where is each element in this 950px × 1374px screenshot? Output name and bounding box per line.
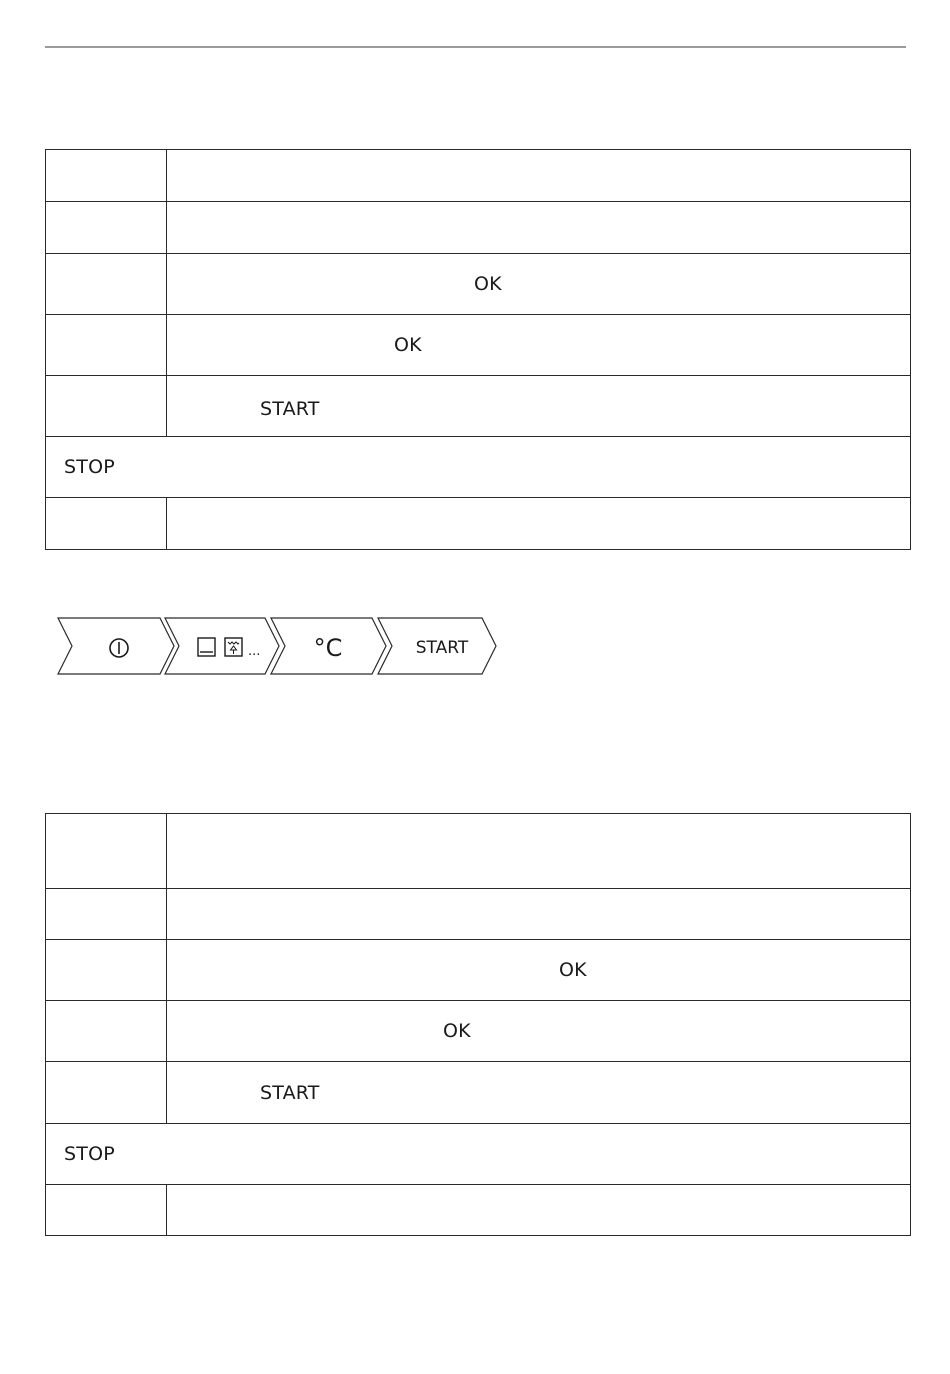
- table-row: [46, 150, 911, 202]
- step-cell: [46, 889, 167, 940]
- instruction-cell: [167, 1001, 911, 1062]
- instruction-cell: [167, 254, 911, 315]
- power-icon: [110, 639, 128, 657]
- ok-key-label: OK: [443, 1020, 471, 1042]
- instruction-cell: [167, 376, 911, 437]
- temperature-label: °C: [313, 634, 343, 662]
- instruction-cell: [167, 940, 911, 1001]
- step-cell: [46, 814, 167, 889]
- step-cell: [46, 150, 167, 202]
- step-cell: [46, 315, 167, 376]
- instruction-cell: [167, 814, 911, 889]
- table-row: [46, 376, 911, 437]
- instruction-cell: [167, 202, 911, 254]
- operation-flow: [57, 617, 499, 675]
- ok-key-label: OK: [559, 959, 587, 981]
- table-row: [46, 1001, 911, 1062]
- step-cell: [46, 1185, 167, 1236]
- steps-table-2: [45, 813, 911, 1236]
- instruction-cell: [167, 1062, 911, 1124]
- step-cell: [46, 498, 167, 550]
- table-row: [46, 498, 911, 550]
- table-row: [46, 814, 911, 889]
- instruction-cell: [167, 498, 911, 550]
- table-row: [46, 1062, 911, 1124]
- step-cell: [46, 376, 167, 437]
- ok-key-label: OK: [394, 334, 422, 356]
- table-row: [46, 254, 911, 315]
- start-key-label: START: [260, 1081, 320, 1104]
- table-row: [46, 315, 911, 376]
- steps-table-1: [45, 149, 911, 550]
- table-row: [46, 1124, 911, 1185]
- table-row: [46, 889, 911, 940]
- step-cell: [46, 254, 167, 315]
- stop-row-cell: [46, 1124, 911, 1185]
- step-cell: [46, 1001, 167, 1062]
- start-key-label: START: [260, 398, 320, 420]
- stop-row-cell: [46, 437, 911, 498]
- header-rule: [45, 46, 906, 48]
- step-cell: [46, 940, 167, 1001]
- instruction-cell: [167, 1185, 911, 1236]
- table-row: [46, 1185, 911, 1236]
- instruction-cell: [167, 150, 911, 202]
- more-functions-ellipsis: ...: [248, 644, 261, 659]
- oven-function-icon: [198, 638, 215, 656]
- step-cell: [46, 202, 167, 254]
- flow-step-2: [165, 618, 279, 674]
- table-row: [46, 940, 911, 1001]
- flow-step-1: [58, 618, 174, 674]
- ok-key-label: OK: [474, 273, 502, 295]
- table-row: [46, 437, 911, 498]
- table-row: [46, 202, 911, 254]
- step-cell: [46, 1062, 167, 1124]
- stop-key-label: STOP: [64, 456, 115, 478]
- grill-fan-icon: [225, 638, 242, 656]
- instruction-cell: [167, 889, 911, 940]
- instruction-cell: [167, 315, 911, 376]
- stop-key-label: STOP: [64, 1143, 115, 1165]
- start-label: START: [415, 638, 469, 658]
